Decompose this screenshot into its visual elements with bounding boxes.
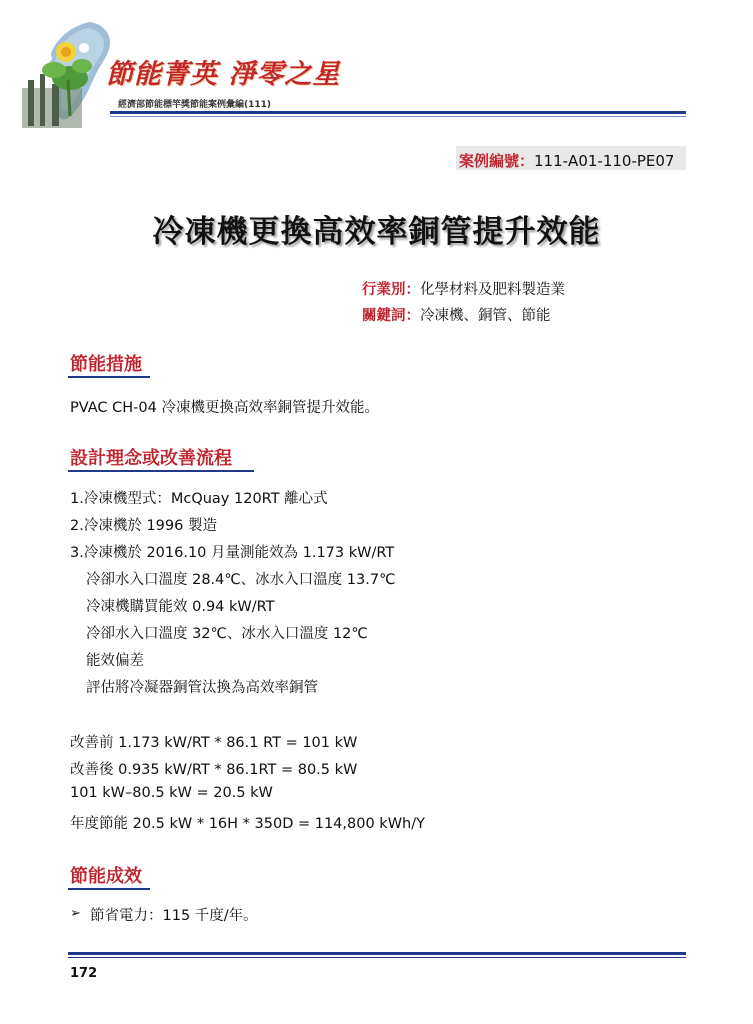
footer-rule xyxy=(68,952,686,955)
case-number-value: 111-A01-110-PE07 xyxy=(534,152,675,170)
results-bullet-text: 節省電力：115 千度/年。 xyxy=(90,908,258,924)
footer-rule-thin xyxy=(68,957,686,958)
design-line: 2.冷凍機於 1996 製造 xyxy=(70,518,217,534)
measures-text: PVAC CH-04 冷凍機更換高效率銅管提升效能。 xyxy=(70,400,379,416)
design-line: 能效偏差 xyxy=(86,653,144,669)
section-heading-results: 節能成效 xyxy=(70,866,142,887)
case-number xyxy=(459,150,674,171)
industry-label: 行業別： xyxy=(362,282,420,298)
industry-row xyxy=(362,278,565,299)
keywords-value: 冷凍機、銅管、節能 xyxy=(420,308,551,324)
design-line: 冷卻水入口溫度 28.4℃、冰水入口溫度 13.7℃ xyxy=(86,572,396,588)
calc-line: 101 kW–80.5 kW = 20.5 kW xyxy=(70,785,273,801)
calc-line: 改善前 1.173 kW/RT * 86.1 RT = 101 kW xyxy=(70,735,358,751)
design-line: 3.冷凍機於 2016.10 月量測能效為 1.173 kW/RT xyxy=(70,545,395,561)
arrow-bullet-icon: ➢ xyxy=(70,906,81,921)
case-number-label: 案例編號： xyxy=(459,152,535,170)
section-underline xyxy=(68,376,150,378)
design-line: 冷凍機購買能效 0.94 kW/RT xyxy=(86,599,275,615)
page-title: 冷凍機更換高效率銅管提升效能 xyxy=(152,214,601,250)
design-line: 1.冷凍機型式：McQuay 120RT 離心式 xyxy=(70,491,328,507)
design-line: 冷卻水入口溫度 32℃、冰水入口溫度 12℃ xyxy=(86,626,368,642)
section-heading-design: 設計理念或改善流程 xyxy=(70,448,232,469)
page-number: 172 xyxy=(70,966,98,981)
section-underline xyxy=(68,470,254,472)
section-underline xyxy=(68,888,150,890)
design-line: 評估將冷凝器銅管汰換為高效率銅管 xyxy=(86,680,318,696)
keywords-label: 關鍵詞： xyxy=(362,308,420,324)
header-rule-thin xyxy=(110,116,686,117)
brand-subtitle: 經濟部節能標竿獎節能案例彙編(111) xyxy=(118,100,272,110)
industry-value: 化學材料及肥料製造業 xyxy=(420,282,565,298)
calc-line: 改善後 0.935 kW/RT * 86.1RT = 80.5 kW xyxy=(70,762,358,778)
section-heading-measures: 節能措施 xyxy=(70,354,142,375)
keywords-row xyxy=(362,304,551,325)
calc-line: 年度節能 20.5 kW * 16H * 350D = 114,800 kWh/Y xyxy=(70,816,425,832)
brand-title: 節能菁英 淨零之星 xyxy=(106,59,341,90)
header-rule xyxy=(110,111,686,114)
